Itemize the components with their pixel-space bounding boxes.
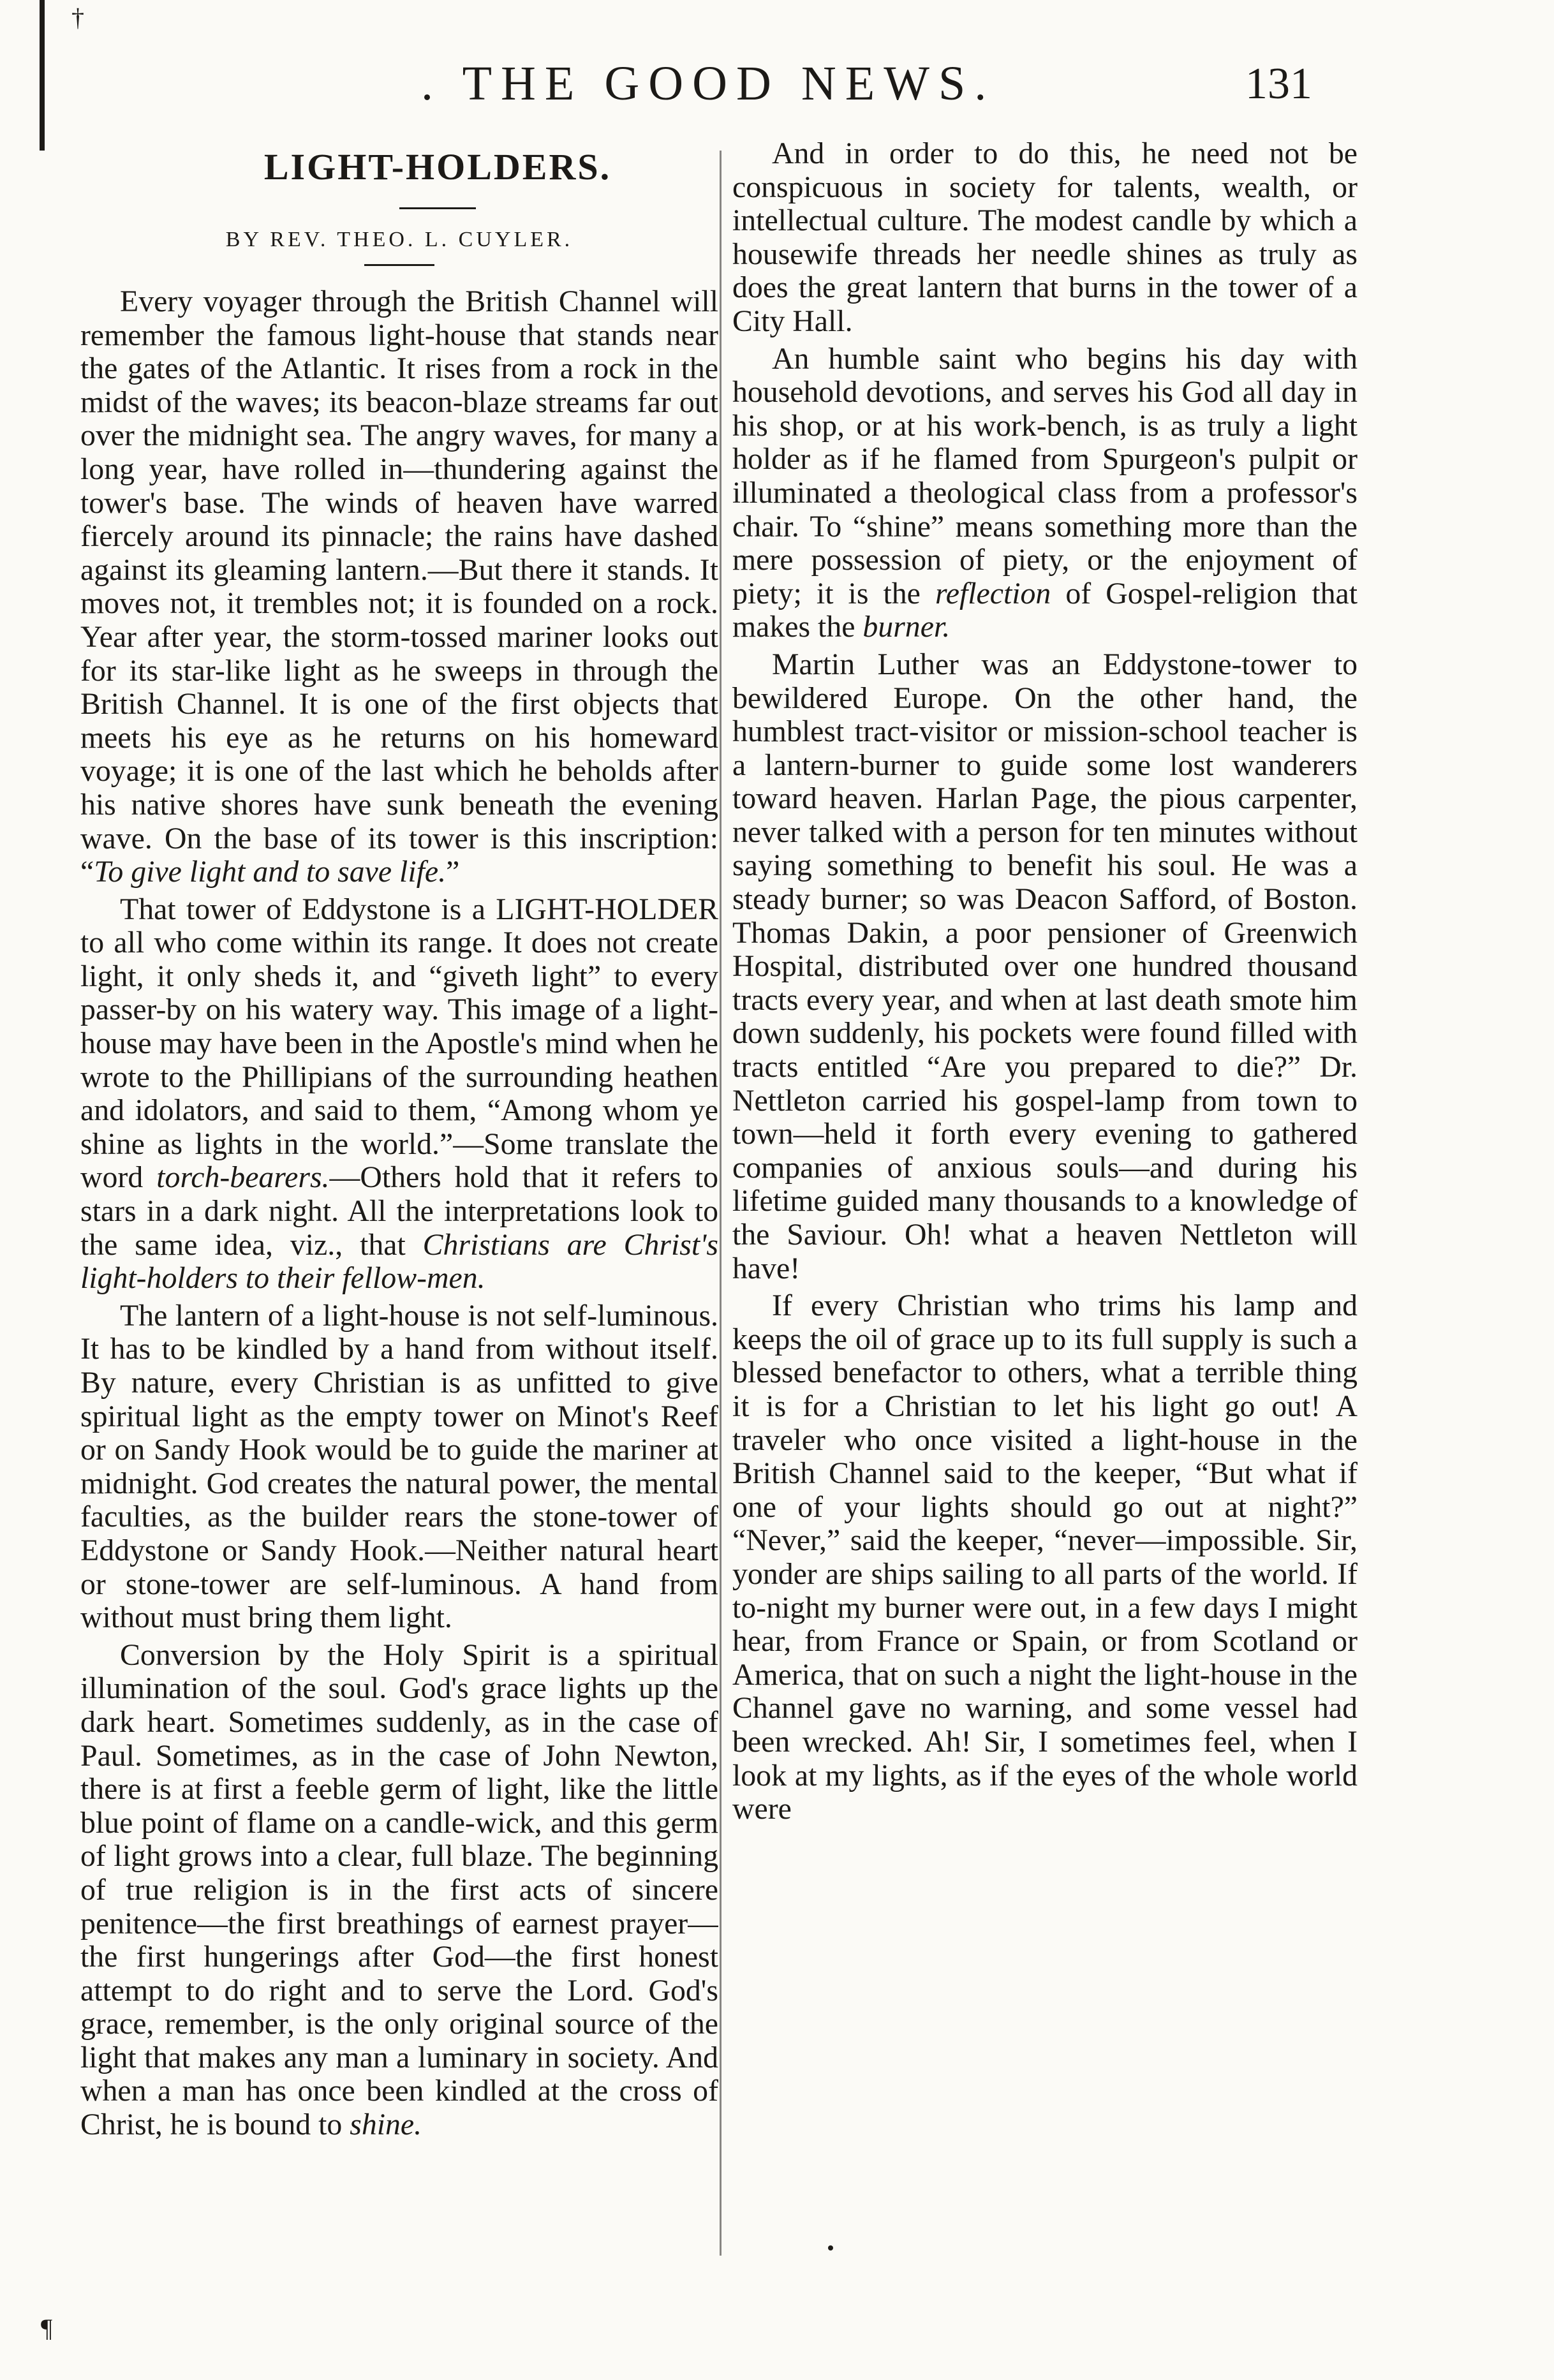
paragraph-text: Conversion by the Holy Spirit is a spiritual illumination of the soul. God's grace lights up the dark heart. Sometimes suddenly, as in the case of Paul. Sometimes, as in the case of John Newton, there is at first a feeble germ of light, like the little blue point of flame on a candle-wick, and this germ of light grows into a clear, full blaze. The beginning of true religion is in the first acts of sincere penitence—the first breathings of earnest prayer—the first hungerings after God—the first honest attempt to do right and to serve the Lord. God's grace, remember, is the only original source of the light that makes any man a luminary in society. And when a man has once been kindled at the cross of Christ, he is bound to [80, 1637, 718, 2142]
column-divider [720, 151, 722, 2256]
paragraph-1 [80, 285, 718, 889]
paragraph-2 [80, 893, 718, 1296]
paragraph-italic: shine. [350, 2108, 422, 2142]
paragraph-text: ” [446, 855, 460, 889]
page-number: 131 [1245, 59, 1312, 108]
column-right [732, 137, 1358, 2274]
paragraph-italic: torch-bearers. [156, 1160, 330, 1195]
running-head [0, 56, 1554, 133]
running-title: . THE GOOD NEWS. [421, 57, 996, 110]
paragraph-3: The lantern of a light-house is not self-luminous. It has to be kindled by a hand from without itself. By nature, every Christian is as unfitted to give spiritual light as the empty tower on Minot's Reef or on Sandy Hook would be to guide the mariner at midnight. God creates the natural power, the mental faculties, as the builder rears the stone-tower of Eddystone or Sandy Hook.—Neither natural heart or stone-tower are self-luminous. A hand from without must bring them light. [80, 1298, 718, 1635]
paragraph-italic: burner. [862, 610, 951, 644]
paragraph-6 [732, 343, 1358, 644]
article-title: LIGHT-HOLDERS. [263, 146, 612, 188]
byline-rule [364, 264, 434, 266]
byline: BY REV. THEO. L. CUYLER. [225, 228, 574, 251]
paragraph-4 [80, 1639, 718, 2142]
paragraph-7: Martin Luther was an Eddystone-tower to bewildered Europe. On the other hand, the humblest tract-visitor or mission-school teacher is a lantern-burner to guide some lost wanderers toward heaven. Harlan Page, the pious carpenter, never talked with a person for ten minutes without saying something to benefit his soul. He was a steady burner; so was Deacon Safford, of Boston. Thomas Dakin, a poor pensioner of Greenwich Hospital, distributed over one hundred thousand tracts every year, and when at last death smote him down suddenly, his pockets were found filled with tracts entitled “Are you prepared to die?” Dr. Nettleton carried his gospel-lamp from town to town—held it forth every evening to gathered companies of anxious souls—and during his lifetime guided many thousands to a knowledge of the Saviour. Oh! what a heaven Nettleton will have! [732, 647, 1358, 1285]
paragraph-5: And in order to do this, he need not be conspicuous in society for talents, wealth, or intellectual culture. The modest candle by which a housewife threads her needle shines as truly as does the great lantern that burns in the tower of a City Hall. [732, 137, 1358, 338]
ink-dot [828, 2245, 833, 2251]
corner-mark-bottom: ¶ [41, 2314, 53, 2342]
paragraph-text: Every voyager through the British Channel will remember the famous light-house that stands near the gates of the Atlantic. It rises from a rock in the midst of the waves; its beacon-blaze streams far out over the midnight sea. The angry waves, for many a long year, have rolled in—thundering against the tower's base. The winds of heaven have warred fiercely around its pinnacle; the rains have dashed against its gleaming lantern.—But there it stands. It moves not, it trembles not; it is founded on a rock. Year after year, the storm-tossed mariner looks out for its star-like light as he sweeps in through the British Channel. It is one of the first objects that meets his eye as he returns on his homeward voyage; it is one of the last which he beholds after his native shores have sunk beneath the evening wave. On the base of its tower is this inscription: “ [80, 285, 718, 889]
paragraph-italic: reflection [935, 576, 1051, 610]
title-rule [399, 207, 476, 209]
column-left [80, 137, 718, 2274]
paragraph-text: —Others hold that it refers to stars in a dark night. All the interpretations look to the same idea, viz., that [80, 1160, 718, 1262]
paragraph-text: An humble saint who begins his day with household devotions, and serves his God all day in his shop, or at his work-bench, is as truly a light holder as if he flamed from Spurgeon's pulpit or illuminated a theological class from a professor's chair. To “shine” means something more than the mere possession of piety, or the enjoyment of piety; it is the [732, 341, 1358, 610]
paragraph-italic: To give light and to save life. [94, 855, 447, 889]
paragraph-italic: Christians are Christ's light-holders to their fellow-men. [80, 1227, 718, 1296]
corner-mark-top: † [71, 3, 84, 32]
paragraph-8: If every Christian who trims his lamp and keeps the oil of grace up to its full supply is such a blessed benefactor to others, what a terrible thing it is for a Christian to let his light go out! A traveler who once visited a light-house in the British Channel said to the keeper, “But what if one of your lights should go out at night?” “Never,” said the keeper, “never—impossible. Sir, yonder are ships sailing to all parts of the world. If to-night my burner were out, in a few days I might hear, from France or Spain, or from Scotland or America, that on such a night the light-house in the Channel gave no warning, and some vessel had been wrecked. Ah! Sir, I sometimes feel, when I look at my lights, as if the eyes of the whole world were [732, 1289, 1358, 1826]
paragraph-text: of Gospel-religion that makes the [732, 576, 1358, 644]
paragraph-text: That tower of Eddystone is a LIGHT-HOLDER to all who come within its range. It does not create light, it only sheds it, and “giveth light” to every passer-by on his watery way. This image of a light-house may have been in the Apostle's mind when he wrote to the Phillipians of the surrounding heathen and idolators, and said to them, “Among whom ye shine as lights in the world.”—Some translate the word [80, 892, 718, 1195]
